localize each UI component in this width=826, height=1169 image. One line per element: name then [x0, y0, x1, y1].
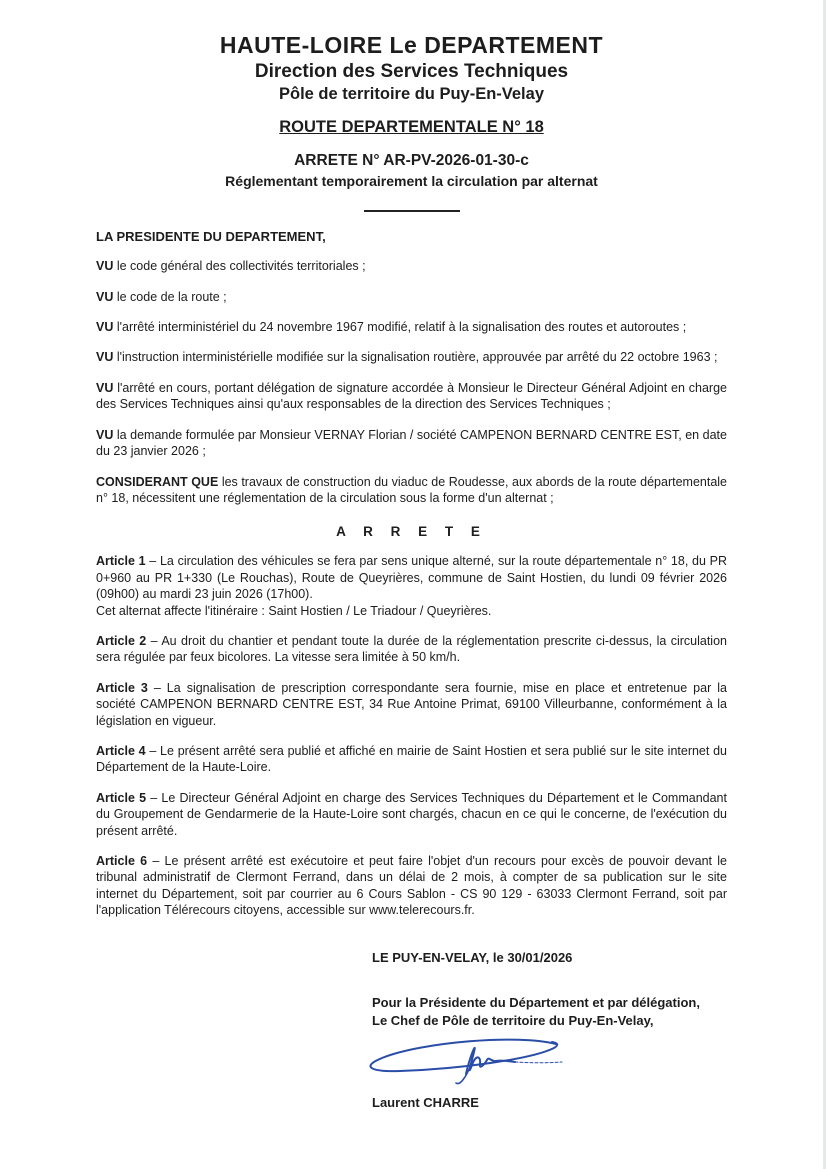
article-body: – Le Directeur Général Adjoint en charge des Services Techniques du Département et le Commandant du Groupement de Gendarmerie de la Haute-Loire sont chargés, chacun en ce qui le concerne, de l'exécution du présent arrêté.	[96, 790, 727, 838]
visa-paragraph	[96, 380, 727, 413]
signature-ink-image	[360, 1032, 570, 1090]
signature-loop	[370, 1039, 557, 1071]
article-paragraph	[96, 553, 727, 619]
article-paragraph	[96, 743, 727, 776]
header-divider	[364, 210, 460, 212]
article-extra-line: Cet alternat affecte l'itinéraire : Saint Hostien / Le Triadour / Queyrières.	[96, 603, 492, 618]
article-body: – La circulation des véhicules se fera par sens unique alterné, sur la route départementale n° 18, du PR 0+960 au PR 1+330 (Le Rouchas), Route de Queyrières, commune de Saint Hostien, du lundi 09 février 2026 (09h00) au mardi 23 juin 2026 (17h00).	[96, 554, 727, 602]
arrete-number: ARRETE N° AR-PV-2026-01-30-c	[294, 152, 529, 170]
article-label: Article 4	[96, 743, 146, 758]
signature-scribble	[466, 1047, 515, 1073]
visa-text: la demande formulée par Monsieur VERNAY Florian / société CAMPENON BERNARD CENTRE EST, en date du 23 janvier 2026 ;	[96, 427, 727, 459]
visa-paragraph	[96, 319, 727, 335]
salutation: LA PRESIDENTE DU DEPARTEMENT,	[96, 229, 326, 245]
considerant-paragraph	[96, 474, 727, 507]
visa-paragraph	[96, 349, 727, 365]
org-direction: Direction des Services Techniques	[254, 61, 569, 83]
article-paragraph	[96, 633, 727, 666]
article-label: Article 5	[96, 790, 147, 805]
letterhead	[96, 32, 727, 212]
article-body: – Au droit du chantier et pendant toute la durée de la réglementation prescrite ci-dessus, la circulation sera régulée par feux bicolores. La vitesse sera limitée à 50 km/h.	[96, 633, 727, 665]
visa-prefix: VU	[96, 427, 114, 442]
org-title: HAUTE-LOIRE Le DEPARTEMENT	[219, 32, 604, 58]
visa-prefix: VU	[96, 320, 114, 335]
visa-prefix: VU	[96, 289, 114, 304]
article-label: Article 2	[96, 633, 147, 648]
visa-paragraph	[96, 289, 727, 305]
place-date: LE PUY-EN-VELAY, le 30/01/2026	[372, 949, 573, 965]
article-paragraph	[96, 680, 727, 729]
visa-prefix: VU	[96, 380, 114, 395]
visa-text: l'arrêté en cours, portant délégation de signature accordée à Monsieur le Directeur Général Adjoint en charge des Services Techniques ainsi qu'aux responsables de la direction des Services Techniques ;	[96, 380, 727, 412]
visa-text: l'arrêté interministériel du 24 novembre 1967 modifié, relatif à la signalisation des routes et autoroutes ;	[116, 320, 687, 335]
signature-tail	[515, 1062, 562, 1063]
visa-paragraph	[96, 258, 727, 274]
visa-prefix: VU	[96, 259, 114, 274]
visa-paragraph	[96, 427, 727, 460]
article-body: – Le présent arrêté sera publié et affiché en mairie de Saint Hostien et sera publié sur le site internet du Département de la Haute-Loire.	[96, 743, 727, 775]
visa-text: le code de la route ;	[116, 289, 227, 304]
visa-prefix: VU	[96, 350, 114, 365]
article-body: – Le présent arrêté est exécutoire et peut faire l'objet d'un recours pour excès de pouvoir devant le tribunal administratif de Clermont Ferrand, dans un délai de 2 mois, à compter de sa publication sur le site internet du Département, soit par courrier au 6 Cours Sablon - CS 90 129 - 63033 Clermont Ferrand, soit par l'application Télérecours citoyens, accessible sur www.telerecours.fr.	[96, 854, 727, 918]
delegation-line-1: Pour la Présidente du Département et par délégation,	[372, 994, 700, 1010]
considerant-text: les travaux de construction du viaduc de Roudesse, aux abords de la route départementale n° 18, nécessitent une réglementation de la circulation sous la forme d'un alternat ;	[96, 474, 727, 505]
org-pole: Pôle de territoire du Puy-En-Velay	[279, 85, 544, 104]
article-body: – La signalisation de prescription correspondante sera fournie, mise en place et entretenue par la société CAMPENON BERNARD CENTRE EST, 34 Rue Antoine Primat, 69100 Villeurbanne, conformément à la législation en vigueur.	[96, 680, 727, 728]
signature-block	[372, 949, 727, 1112]
article-label: Article 1	[96, 554, 146, 569]
article-paragraph	[96, 790, 727, 839]
article-label: Article 6	[96, 854, 148, 868]
article-label: Article 3	[96, 680, 148, 695]
visa-text: le code général des collectivités territoriales ;	[116, 259, 366, 274]
arrete-subtitle: Réglementant temporairement la circulation par alternat	[225, 173, 598, 190]
decision-heading: A R R E T E	[336, 524, 487, 540]
article-paragraph	[96, 853, 727, 919]
signatory-name: Laurent CHARRE	[372, 1094, 479, 1110]
visa-text: l'instruction interministérielle modifiée sur la signalisation routière, approuvée par arrêté du 22 octobre 1963 ;	[116, 350, 718, 365]
considerant-prefix: CONSIDERANT QUE	[96, 474, 219, 489]
road-heading: ROUTE DEPARTEMENTALE N° 18	[279, 118, 544, 137]
delegation-line-2: Le Chef de Pôle de territoire du Puy-En-Velay,	[372, 1012, 654, 1028]
